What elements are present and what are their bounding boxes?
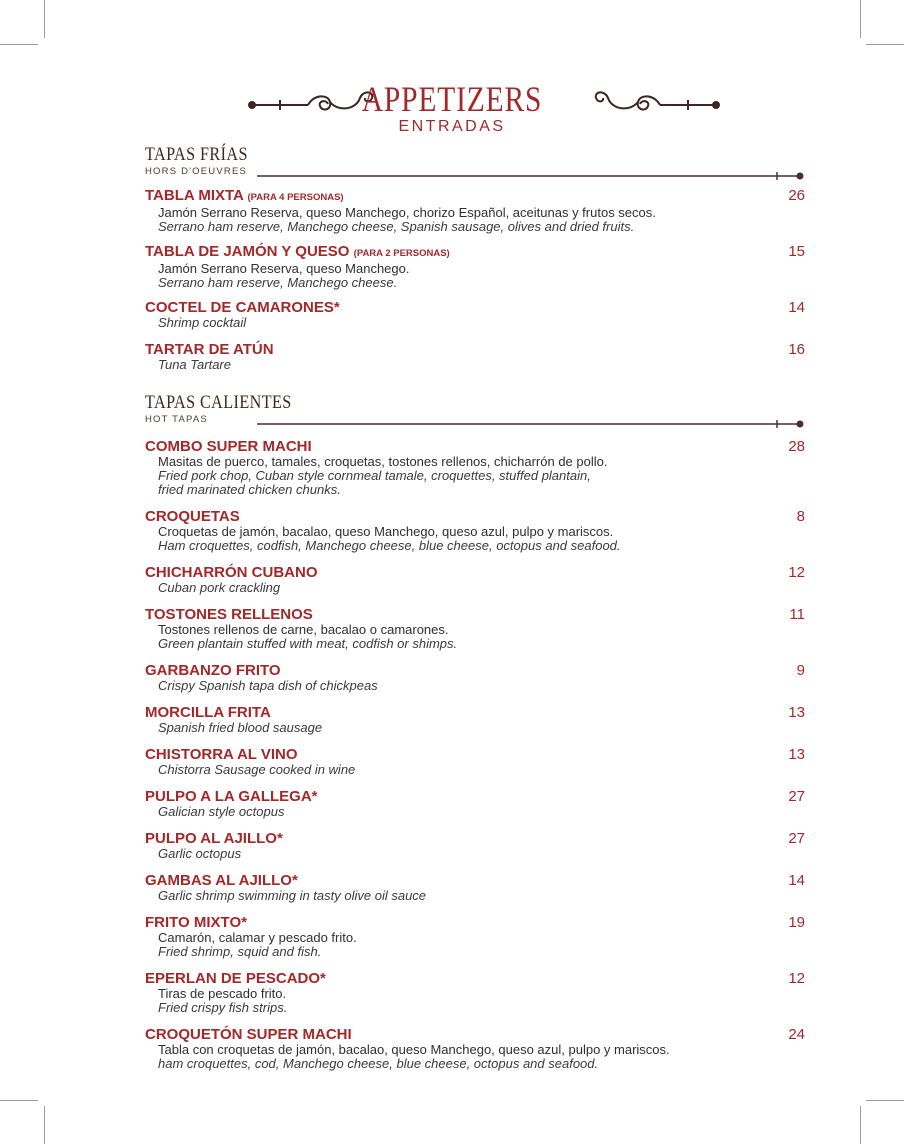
menu-item — [145, 299, 805, 330]
item-note: (PARA 2 PERSONAS) — [353, 248, 450, 259]
menu-item — [145, 704, 805, 735]
right-scroll-ornament-icon — [590, 82, 720, 112]
item-name: COCTEL DE CAMARONES* — [145, 299, 340, 316]
menu-item — [145, 243, 805, 290]
menu-item — [145, 830, 805, 861]
section-title: TAPAS CALIENTES — [145, 392, 292, 413]
section-subtitle: HORS D'OEUVRES — [145, 166, 248, 177]
item-name: MORCILLA FRITA — [145, 704, 271, 721]
item-description-en: Serrano ham reserve, Manchego cheese. — [158, 275, 398, 290]
item-name: GAMBAS AL AJILLO* — [145, 872, 298, 889]
section-title: TAPAS FRÍAS — [145, 144, 248, 165]
item-name: CROQUETAS — [145, 508, 240, 525]
item-name: TABLA DE JAMÓN Y QUESO — [145, 243, 350, 260]
item-description-es: Tiras de pescado frito. — [158, 986, 287, 1001]
item-description-en-continued: fried marinated chicken chunks. — [158, 482, 341, 497]
crop-mark — [44, 1106, 45, 1144]
menu-item — [145, 746, 805, 777]
menu-item — [145, 788, 805, 819]
item-description-es: Tabla con croquetas de jamón, bacalao, queso Manchego, queso azul, pulpo y mariscos. — [158, 1042, 670, 1057]
item-description-es: Camarón, calamar y pescado frito. — [158, 930, 357, 945]
item-price: 13 — [788, 746, 805, 763]
item-description-en: Garlic shrimp swimming in tasty olive oil sauce — [158, 888, 427, 903]
menu-item — [145, 970, 805, 1015]
crop-mark — [866, 44, 904, 45]
page-title: APPETIZERS — [361, 79, 543, 119]
item-name: EPERLAN DE PESCADO* — [145, 970, 326, 987]
item-price: 27 — [788, 830, 805, 847]
item-description-en: Fried pork chop, Cuban style cornmeal tamale, croquettes, stuffed plantain, — [158, 468, 591, 483]
item-description-en: Spanish fried blood sausage — [158, 720, 323, 735]
menu-item — [145, 662, 805, 693]
menu-item — [145, 438, 805, 497]
item-price: 16 — [788, 341, 805, 358]
rule-end-ornament-icon — [257, 419, 805, 429]
crop-mark — [860, 0, 861, 38]
item-description-en: Green plantain stuffed with meat, codfish or shimps. — [158, 636, 458, 651]
item-name: PULPO A LA GALLEGA* — [145, 788, 318, 805]
item-description-en: Tuna Tartare — [158, 357, 231, 372]
menu-item — [145, 187, 805, 234]
crop-mark — [44, 0, 45, 38]
item-description-en: ham croquettes, cod, Manchego cheese, blue cheese, octopus and seafood. — [158, 1056, 599, 1071]
item-description-en: Fried crispy fish strips. — [158, 1000, 288, 1015]
menu-item — [145, 1026, 805, 1071]
item-name: CHISTORRA AL VINO — [145, 746, 298, 763]
crop-mark — [860, 1106, 861, 1144]
item-name: FRITO MIXTO* — [145, 914, 247, 931]
menu-item — [145, 914, 805, 959]
section-header-tapas-calientes — [145, 392, 805, 428]
menu-item — [145, 564, 805, 595]
item-description-es: Masitas de puerco, tamales, croquetas, tostones rellenos, chicharrón de pollo. — [158, 454, 608, 469]
item-name: TOSTONES RELLENOS — [145, 606, 313, 623]
crop-mark — [866, 1100, 904, 1101]
item-price: 14 — [788, 299, 805, 316]
item-description-en: Crispy Spanish tapa dish of chickpeas — [158, 678, 378, 693]
section-header-tapas-frias — [145, 144, 805, 180]
rule-end-ornament-icon — [257, 171, 805, 181]
item-price: 9 — [796, 662, 805, 679]
item-description-en: Garlic octopus — [158, 846, 242, 861]
item-description-en: Chistorra Sausage cooked in wine — [158, 762, 356, 777]
menu-item — [145, 872, 805, 903]
section-subtitle: HOT TAPAS — [145, 414, 208, 425]
item-price: 27 — [788, 788, 805, 805]
item-price: 28 — [788, 438, 805, 455]
item-description-es: Croquetas de jamón, bacalao, queso Manchego, queso azul, pulpo y mariscos. — [158, 524, 614, 539]
item-price: 24 — [788, 1026, 805, 1043]
item-note: (PARA 4 PERSONAS) — [247, 192, 344, 203]
menu-item — [145, 606, 805, 651]
item-name: CHICHARRÓN CUBANO — [145, 564, 318, 581]
item-name: PULPO AL AJILLO* — [145, 830, 283, 847]
item-name: GARBANZO FRITO — [145, 662, 281, 679]
item-price: 15 — [788, 243, 805, 260]
item-description-en: Shrimp cocktail — [158, 315, 247, 330]
item-price: 26 — [788, 187, 805, 204]
item-name: TARTAR DE ATÚN — [145, 341, 274, 358]
item-description-en: Galician style octopus — [158, 804, 285, 819]
item-description-en: Ham croquettes, codfish, Manchego cheese, blue cheese, octopus and seafood. — [158, 538, 621, 553]
item-name: COMBO SUPER MACHI — [145, 438, 312, 455]
menu-item — [145, 508, 805, 553]
crop-mark — [0, 44, 38, 45]
item-name: CROQUETÓN SUPER MACHI — [145, 1026, 352, 1043]
item-price: 14 — [788, 872, 805, 889]
item-name: TABLA MIXTA — [145, 187, 244, 204]
item-description-en: Cuban pork crackling — [158, 580, 281, 595]
item-description-en: Fried shrimp, squid and fish. — [158, 944, 322, 959]
item-price: 12 — [788, 564, 805, 581]
item-description-es: Tostones rellenos de carne, bacalao o camarones. — [158, 622, 449, 637]
menu-item — [145, 341, 805, 372]
crop-mark — [0, 1100, 38, 1101]
item-price: 8 — [796, 508, 805, 525]
item-description-es: Jamón Serrano Reserva, queso Manchego. — [158, 261, 410, 276]
page-header — [0, 74, 904, 144]
item-description-es: Jamón Serrano Reserva, queso Manchego, chorizo Español, aceitunas y frutos secos. — [158, 205, 656, 220]
item-price: 13 — [788, 704, 805, 721]
item-price: 11 — [789, 606, 805, 623]
item-price: 19 — [788, 914, 805, 931]
item-price: 12 — [788, 970, 805, 987]
page-subtitle: ENTRADAS — [398, 118, 506, 135]
item-description-en: Serrano ham reserve, Manchego cheese, Spanish sausage, olives and dried fruits. — [158, 219, 635, 234]
